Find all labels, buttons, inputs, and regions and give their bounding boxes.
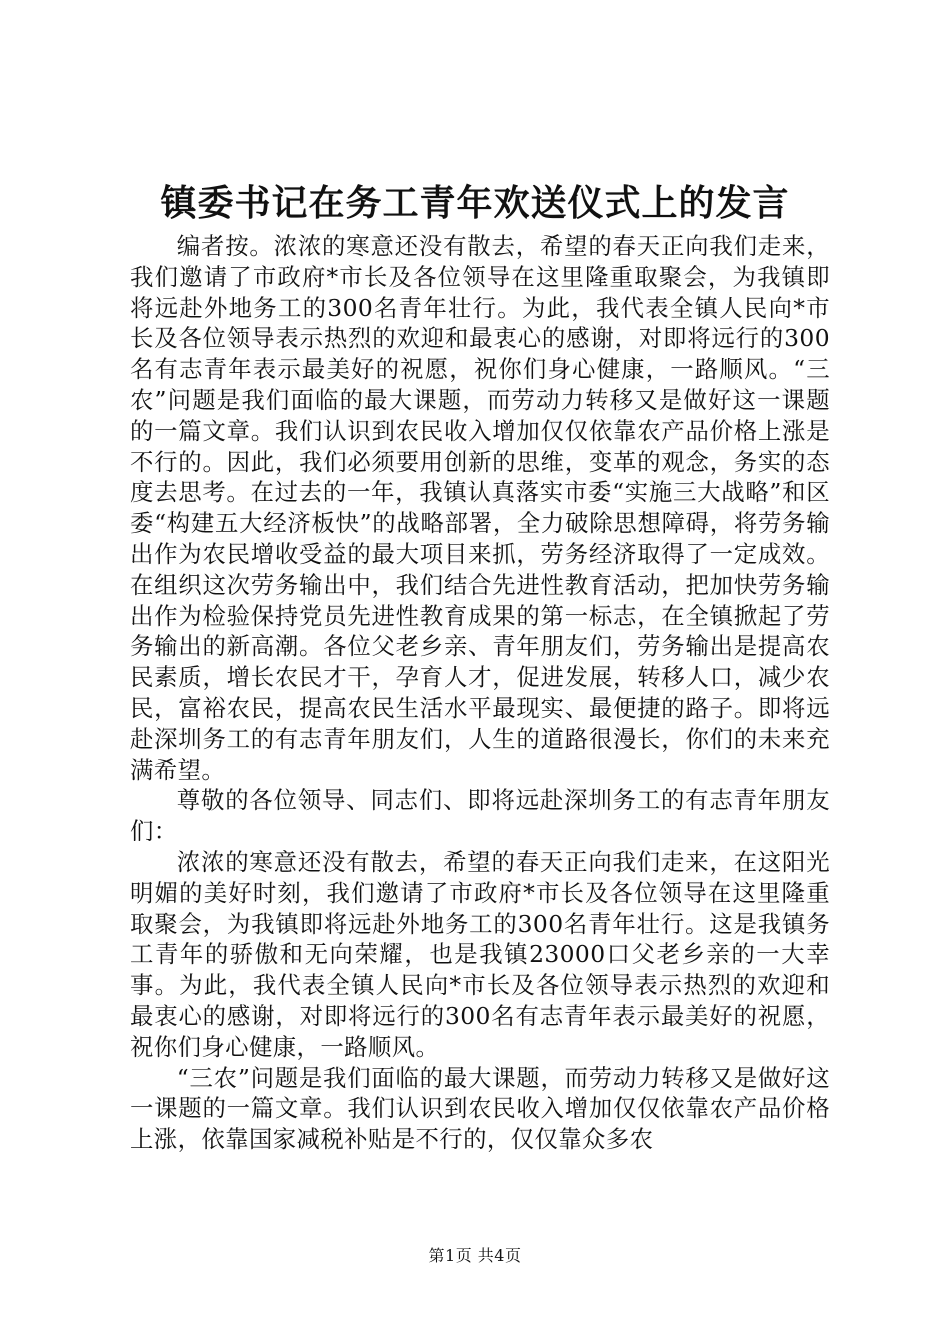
- paragraph-three-rural: “三农”问题是我们面临的最大课题，而劳动力转移又是做好这一课题的一篇文章。我们认识到农民收入增加仅仅依靠农产品价格上涨，依靠国家减税补贴是不行的，仅仅靠众多农: [130, 1063, 830, 1154]
- paragraph-editor-note: 编者按。浓浓的寒意还没有散去，希望的春天正向我们走来，我们邀请了市政府*市长及各位领导在这里隆重取聚会，为我镇即将远赴外地务工的300名青年壮行。为此，我代表全镇人民向*市长及各位领导表示热烈的欢迎和最衷心的感谢，对即将远行的300名有志青年表示最美好的祝愿，祝你们身心健康，一路顺风。“三农”问题是我们面临的最大课题，而劳动力转移又是做好这一课题的一篇文章。我们认识到农民收入增加仅仅依靠农产品价格上涨是不行的。因此，我们必须要用创新的思维，变革的观念，务实的态度去思考。在过去的一年，我镇认真落实市委“实施三大战略”和区委“构建五大经济板快”的战略部署，全力破除思想障碍，将劳务输出作为农民增收受益的最大项目来抓，劳务经济取得了一定成效。在组织这次劳务输出中，我们结合先进性教育活动，把加快劳务输出作为检验保持党员先进性教育成果的第一标志，在全镇掀起了劳务输出的新高潮。各位父老乡亲、青年朋友们，劳务输出是提高农民素质，增长农民才干，孕育人才，促进发展，转移人口，减少农民，富裕农民，提高农民生活水平最现实、最便捷的路子。即将远赴深圳务工的有志青年朋友们，人生的道路很漫长，你们的未来充满希望。: [130, 232, 830, 784]
- paragraph-salutation: 尊敬的各位领导、同志们、即将远赴深圳务工的有志青年朋友们：: [130, 786, 830, 846]
- document-title: 镇委书记在务工青年欢送仪式上的发言: [160, 182, 790, 224]
- document-body: [130, 231, 830, 1155]
- page-footer: 第1页 共4页: [428, 1246, 522, 1265]
- paragraph-welcome: 浓浓的寒意还没有散去，希望的春天正向我们走来，在这阳光明媚的美好时刻，我们邀请了市政府*市长及各位领导在这里隆重取聚会，为我镇即将远赴外地务工的300名青年壮行。这是我镇务工青年的骄傲和无向荣耀，也是我镇23000口父老乡亲的一大幸事。为此，我代表全镇人民向*市长及各位领导表示热烈的欢迎和最衷心的感谢，对即将远行的300名有志青年表示最美好的祝愿，祝你们身心健康，一路顺风。: [130, 847, 830, 1061]
